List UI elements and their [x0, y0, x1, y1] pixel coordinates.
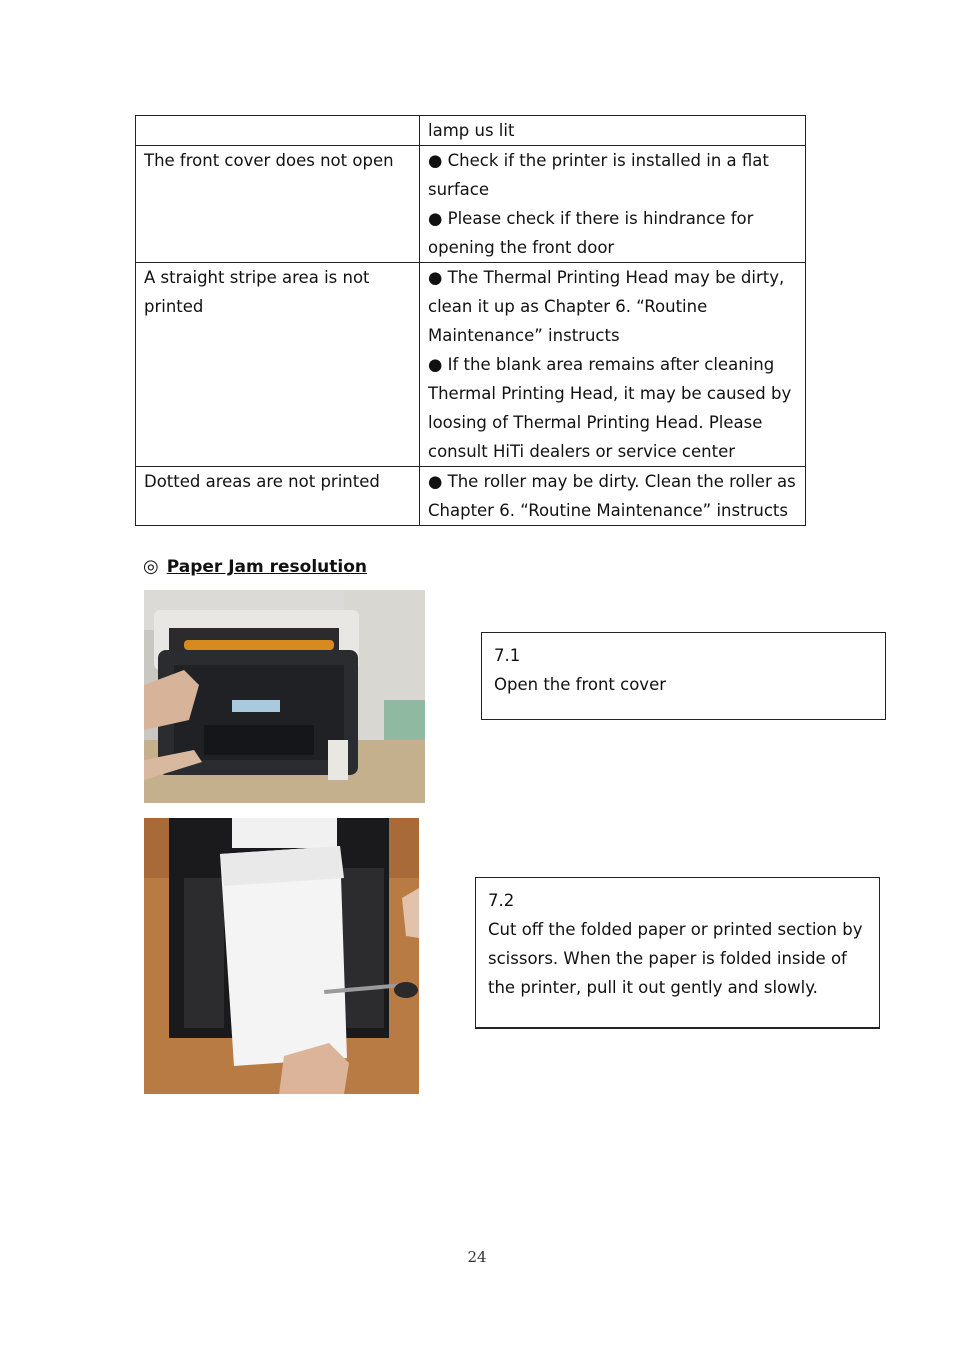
- printer-open-cover-photo: [144, 590, 425, 803]
- step-number: 7.1: [494, 646, 521, 665]
- step-number: 7.2: [488, 891, 515, 910]
- solution-cell: [420, 467, 806, 526]
- table-row: [136, 116, 806, 146]
- table-row: [136, 263, 806, 467]
- solution-cell: [420, 116, 806, 146]
- solution-text: lamp us lit: [428, 121, 515, 140]
- troubleshooting-table: [135, 115, 806, 526]
- problem-cell: The front cover does not open: [136, 146, 420, 263]
- solution-cell: [420, 263, 806, 467]
- solution-text: ● Check if the printer is installed in a flat surface: [428, 151, 769, 199]
- section-title: Paper Jam resolution: [166, 557, 367, 577]
- solution-text: ● The Thermal Printing Head may be dirty, clean it up as Chapter 6. “Routine Maintenance” instructs: [428, 268, 785, 345]
- section-mark-icon: ◎: [143, 556, 159, 577]
- problem-cell: Dotted areas are not printed: [136, 467, 420, 526]
- page-number: 24: [467, 1248, 487, 1266]
- problem-cell: [136, 116, 420, 146]
- table-row: [136, 467, 806, 526]
- solution-text: ● Please check if there is hindrance for opening the front door: [428, 209, 754, 257]
- section-heading: [143, 553, 367, 581]
- step-box: [475, 877, 880, 1029]
- solution-text: ● The roller may be dirty. Clean the roller as Chapter 6. “Routine Maintenance” instructs: [428, 472, 796, 520]
- cut-paper-photo: [144, 818, 419, 1094]
- problem-cell: A straight stripe area is not printed: [136, 263, 420, 467]
- table-row: [136, 146, 806, 263]
- step-box: [481, 632, 886, 720]
- solution-cell: [420, 146, 806, 263]
- step-text: Open the front cover: [494, 675, 667, 694]
- solution-text: ● If the blank area remains after cleaning Thermal Printing Head, it may be caused by loosing of Thermal Printing Head. Please consult HiTi dealers or service center: [428, 355, 792, 461]
- step-text: Cut off the folded paper or printed section by scissors. When the paper is folded inside of the printer, pull it out gently and slowly.: [488, 920, 863, 997]
